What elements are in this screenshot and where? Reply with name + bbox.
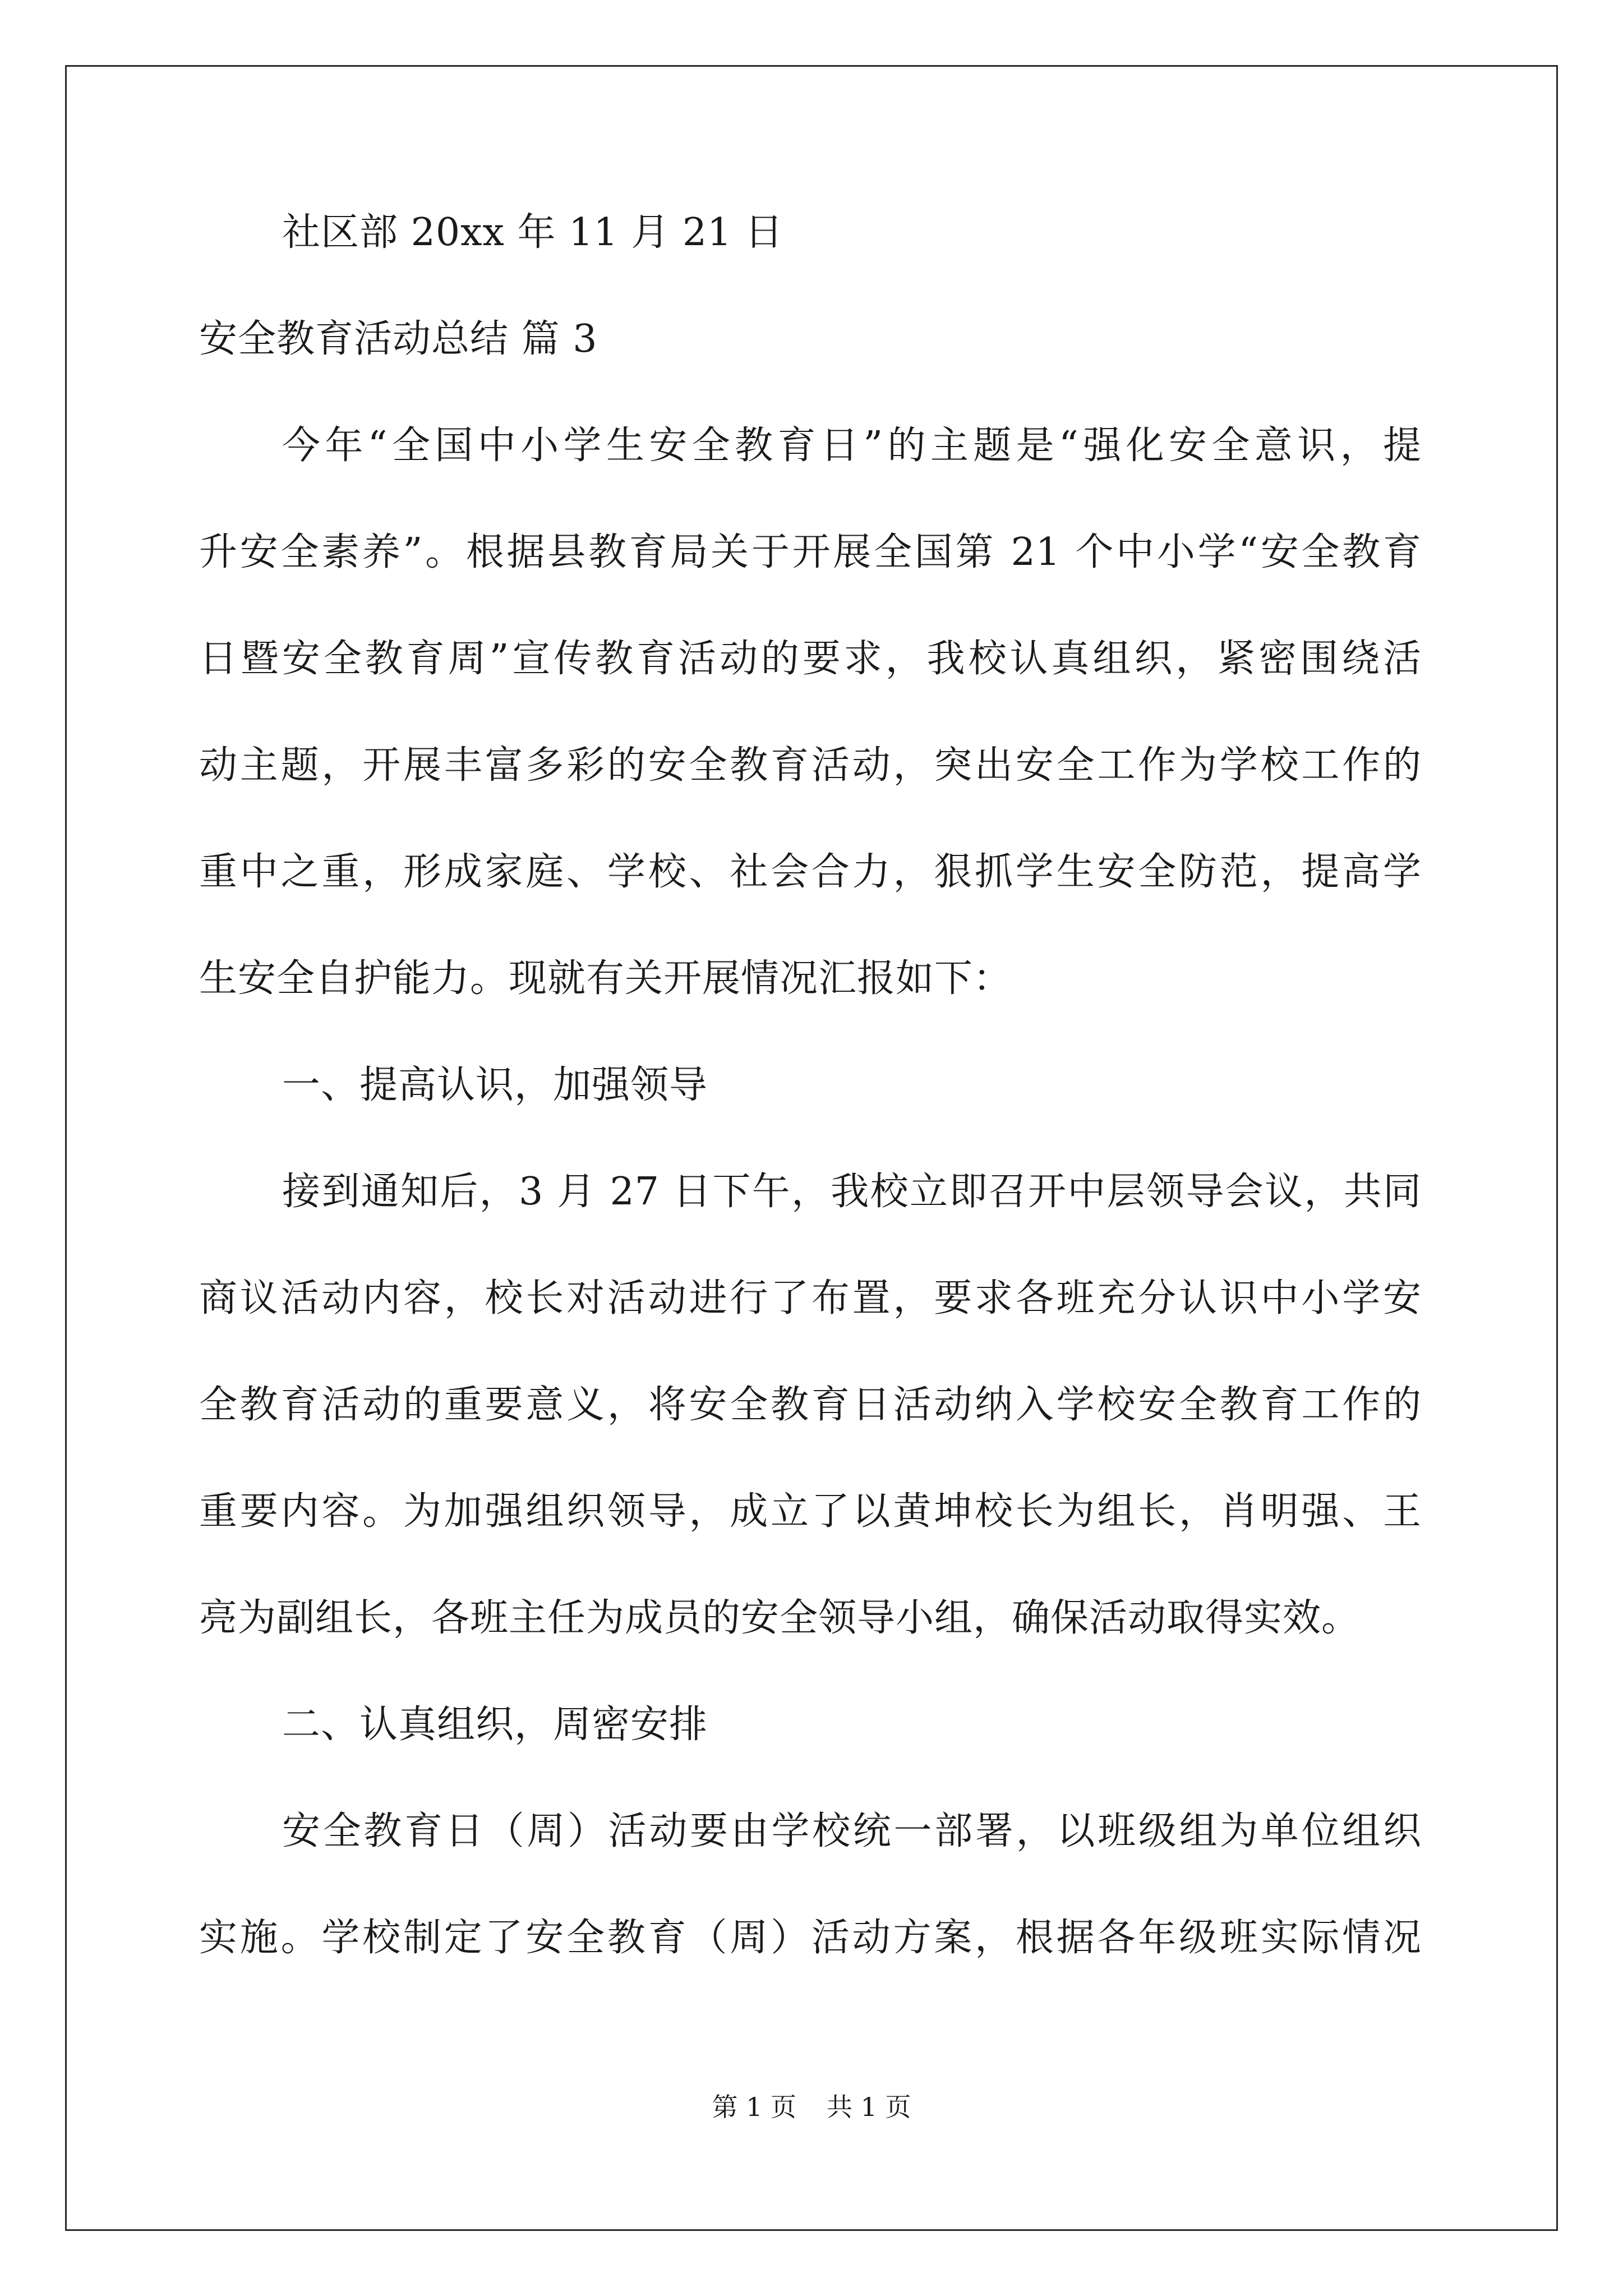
section-heading-1: 一、提高认识，加强领导	[282, 1063, 708, 1107]
paragraph-line: 动主题，开展丰富多彩的安全教育活动，突出安全工作为学校工作的	[199, 743, 1422, 788]
paragraph-line: 重要内容。为加强组织领导，成立了以黄坤校长为组长，肖明强、王	[199, 1489, 1422, 1534]
paragraph-1	[199, 424, 1422, 1001]
paragraph-line: 升安全素养”。根据县教育局关于开展全国第 21 个中小学“安全教育	[199, 530, 1422, 574]
paragraph-line: 亮为副组长，各班主任为成员的安全领导小组，确保活动取得实效。	[199, 1596, 1361, 1640]
paragraph-line: 今年“全国中小学生安全教育日”的主题是“强化安全意识，提	[282, 424, 1422, 468]
section-heading-2: 二、认真组织，周密安排	[282, 1703, 708, 1747]
paragraph-line: 全教育活动的重要意义，将安全教育日活动纳入学校安全教育工作的	[199, 1383, 1422, 1427]
paragraph-line: 生安全自护能力。现就有关开展情况汇报如下：	[199, 956, 1012, 1001]
signature-line: 社区部 20xx 年 11 月 21 日	[282, 210, 783, 255]
paragraph-line: 日暨安全教育周”宣传教育活动的要求，我校认真组织，紧密围绕活	[199, 637, 1422, 681]
paragraph-line: 商议活动内容，校长对活动进行了布置，要求各班充分认识中小学安	[199, 1276, 1422, 1320]
document-body	[199, 210, 1422, 1961]
paragraph-line: 接到通知后，3 月 27 日下午，我校立即召开中层领导会议，共同	[282, 1170, 1422, 1214]
paragraph-3	[199, 1809, 1422, 1961]
page-number: 第 1 页	[712, 2092, 796, 2122]
paragraph-line: 重中之重，形成家庭、学校、社会合力，狠抓学生安全防范，提高学	[199, 850, 1422, 894]
document-heading: 安全教育活动总结 篇 3	[199, 317, 598, 361]
page-total: 共 1 页	[827, 2092, 911, 2122]
paragraph-line: 实施。学校制定了安全教育（周）活动方案，根据各年级班实际情况	[199, 1916, 1422, 1960]
page-footer	[0, 2091, 1623, 2123]
paragraph-line: 安全教育日（周）活动要由学校统一部署，以班级组为单位组织	[282, 1809, 1422, 1853]
paragraph-2	[199, 1170, 1422, 1641]
